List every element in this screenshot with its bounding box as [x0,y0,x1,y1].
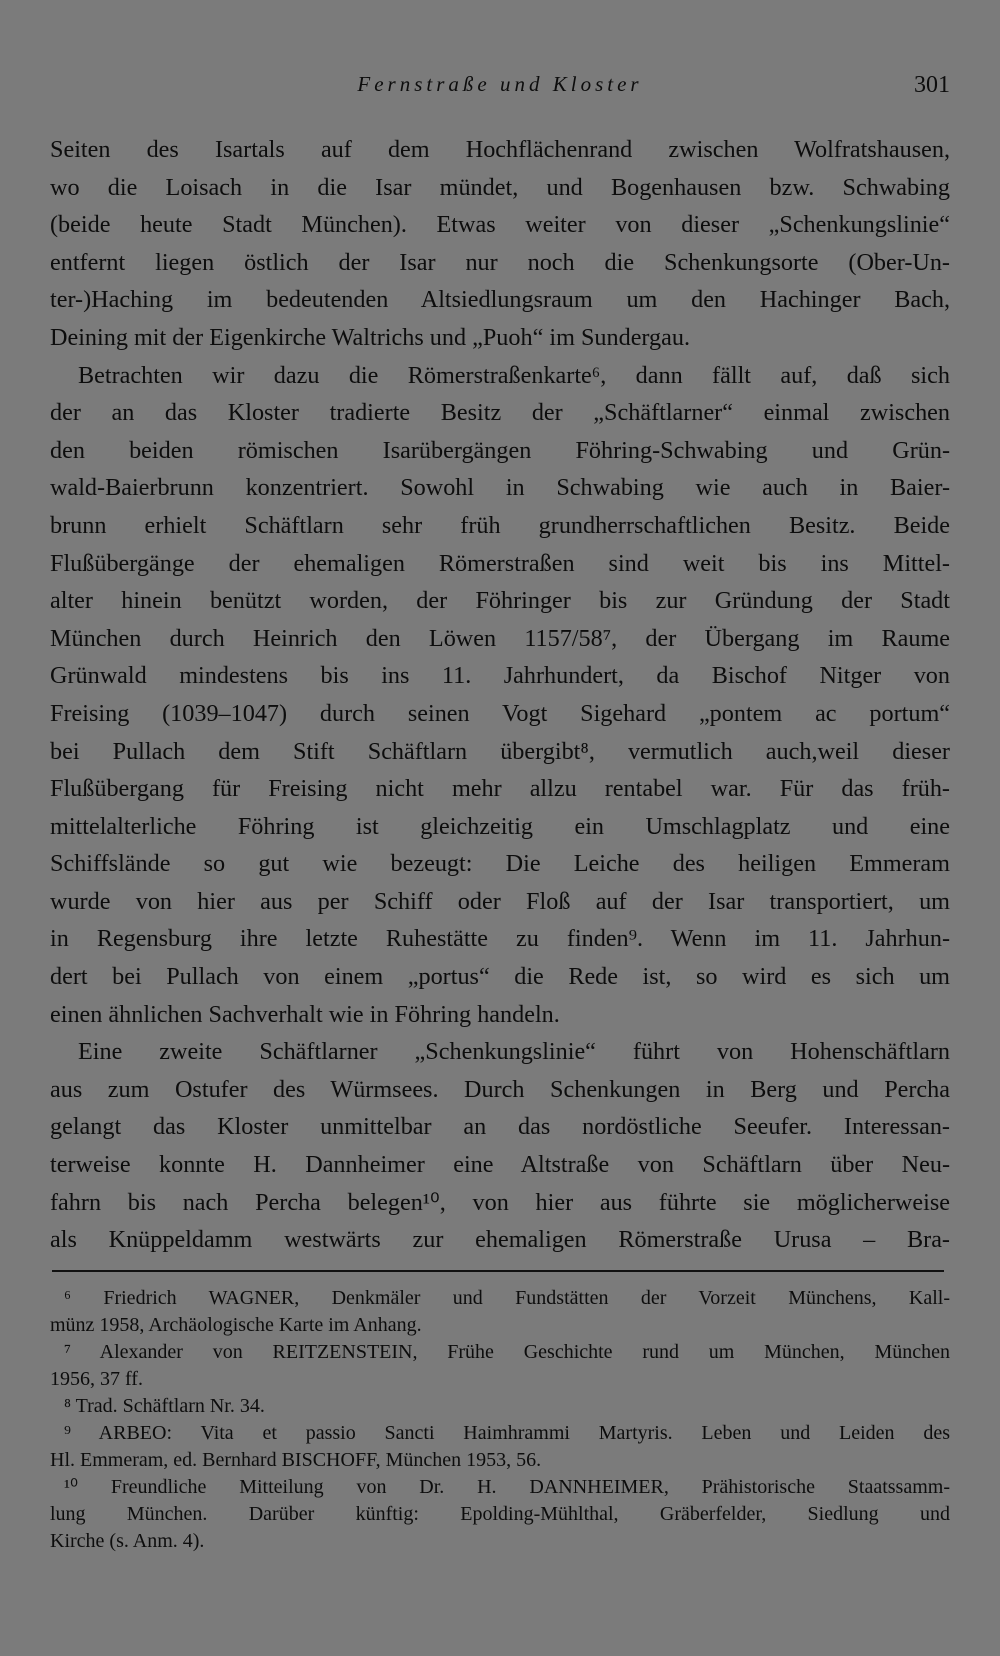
text-line: aus zum Ostufer des Würmsees. Durch Schenkungen in Berg und Percha [50,1075,950,1103]
page-number: 301 [914,72,950,98]
footnote-line: münz 1958, Archäologische Karte im Anhang. [50,1314,422,1336]
text-line: der an das Kloster tradierte Besitz der „Schäftlarner“ einmal zwischen [50,399,950,427]
text-line: terweise konnte H. Dannheimer eine Altstraße von Schäftlarn über Neu- [50,1151,950,1179]
footnote-line: ⁶ Friedrich WAGNER, Denkmäler und Fundstätten der Vorzeit Münchens, Kall- [64,1287,950,1309]
footnotes [50,1285,950,1555]
text-line: alter hinein benützt worden, der Föhringer bis zur Gründung der Stadt [50,587,950,615]
page-header [50,72,950,104]
text-line: dert bei Pullach von einem „portus“ die Rede ist, so wird es sich um [50,963,950,991]
text-line: Deining mit der Eigenkirche Waltrichs und „Puoh“ im Sundergau. [50,323,691,351]
text-line: wurde von hier aus per Schiff oder Floß auf der Isar transportiert, um [50,887,950,915]
text-line: den beiden römischen Isarübergängen Föhring-Schwabing und Grün- [50,436,950,464]
text-line: Freising (1039–1047) durch seinen Vogt Sigehard „pontem ac portum“ [50,699,950,727]
text-line: fahrn bis nach Percha belegen¹⁰, von hier aus führte sie möglicherweise [50,1188,950,1216]
footnote-line: ⁷ Alexander von REITZENSTEIN, Frühe Geschichte rund um München, München [64,1341,950,1363]
text-line: wald-Baierbrunn konzentriert. Sowohl in Schwabing wie auch in Baier- [50,474,950,502]
footnote-divider [52,1270,944,1272]
text-line: einen ähnlichen Sachverhalt wie in Föhring handeln. [50,1000,560,1028]
text-line: Eine zweite Schäftlarner „Schenkungslinie“ führt von Hohenschäftlarn [78,1038,950,1066]
footnote-line: ⁹ ARBEO: Vita et passio Sancti Haimhrammi Martyris. Leben und Leiden des [64,1422,950,1444]
text-line: Flußübergang für Freising nicht mehr allzu rentabel war. Für das früh- [50,775,950,803]
text-line: wo die Loisach in die Isar mündet, und Bogenhausen bzw. Schwabing [50,173,950,201]
text-line: als Knüppeldamm westwärts zur ehemaligen Römerstraße Urusa – Bra- [50,1226,950,1254]
main-text [50,131,950,1259]
text-line: Flußübergänge der ehemaligen Römerstraßen sind weit bis ins Mittel- [50,549,950,577]
footnote-line: ¹⁰ Freundliche Mitteilung von Dr. H. DANNHEIMER, Prähistorische Staatssamm- [64,1476,950,1498]
text-line: in Regensburg ihre letzte Ruhestätte zu finden⁹. Wenn im 11. Jahrhun- [50,925,950,953]
text-line: Seiten des Isartals auf dem Hochflächenrand zwischen Wolfratshausen, [50,136,950,163]
text-line: ter-)Haching im bedeutenden Altsiedlungsraum um den Hachinger Bach, [50,286,950,314]
footnote-line: lung München. Darüber künftig: Epolding-Mühlthal, Gräberfelder, Siedlung und [50,1503,950,1525]
text-line: Schiffslände so gut wie bezeugt: Die Leiche des heiligen Emmeram [50,850,950,878]
footnote-line: 1956, 37 ff. [50,1368,143,1390]
text-line: gelangt das Kloster unmittelbar an das nordöstliche Seeufer. Interessan- [50,1113,950,1141]
text-line: München durch Heinrich den Löwen 1157/58⁷, der Übergang im Raume [50,624,950,652]
text-line: Grünwald mindestens bis ins 11. Jahrhundert, da Bischof Nitger von [50,662,950,690]
footnote-line: ⁸ Trad. Schäftlarn Nr. 34. [64,1395,265,1417]
text-line: Betrachten wir dazu die Römerstraßenkarte⁶, dann fällt auf, daß sich [78,361,950,389]
text-line: bei Pullach dem Stift Schäftlarn übergibt⁸, vermutlich auch,weil dieser [50,737,950,765]
footnote-line: Hl. Emmeram, ed. Bernhard BISCHOFF, München 1953, 56. [50,1449,542,1471]
footnote-line: Kirche (s. Anm. 4). [50,1530,205,1552]
text-line: (beide heute Stadt München). Etwas weiter von dieser „Schenkungslinie“ [50,211,950,239]
running-title: Fernstraße und Kloster [357,72,643,96]
text-line: brunn erhielt Schäftlarn sehr früh grundherrschaftlichen Besitz. Beide [50,511,950,539]
text-line: entfernt liegen östlich der Isar nur noch die Schenkungsorte (Ober-Un- [50,248,950,276]
text-line: mittelalterliche Föhring ist gleichzeitig ein Umschlagplatz und eine [50,812,950,840]
